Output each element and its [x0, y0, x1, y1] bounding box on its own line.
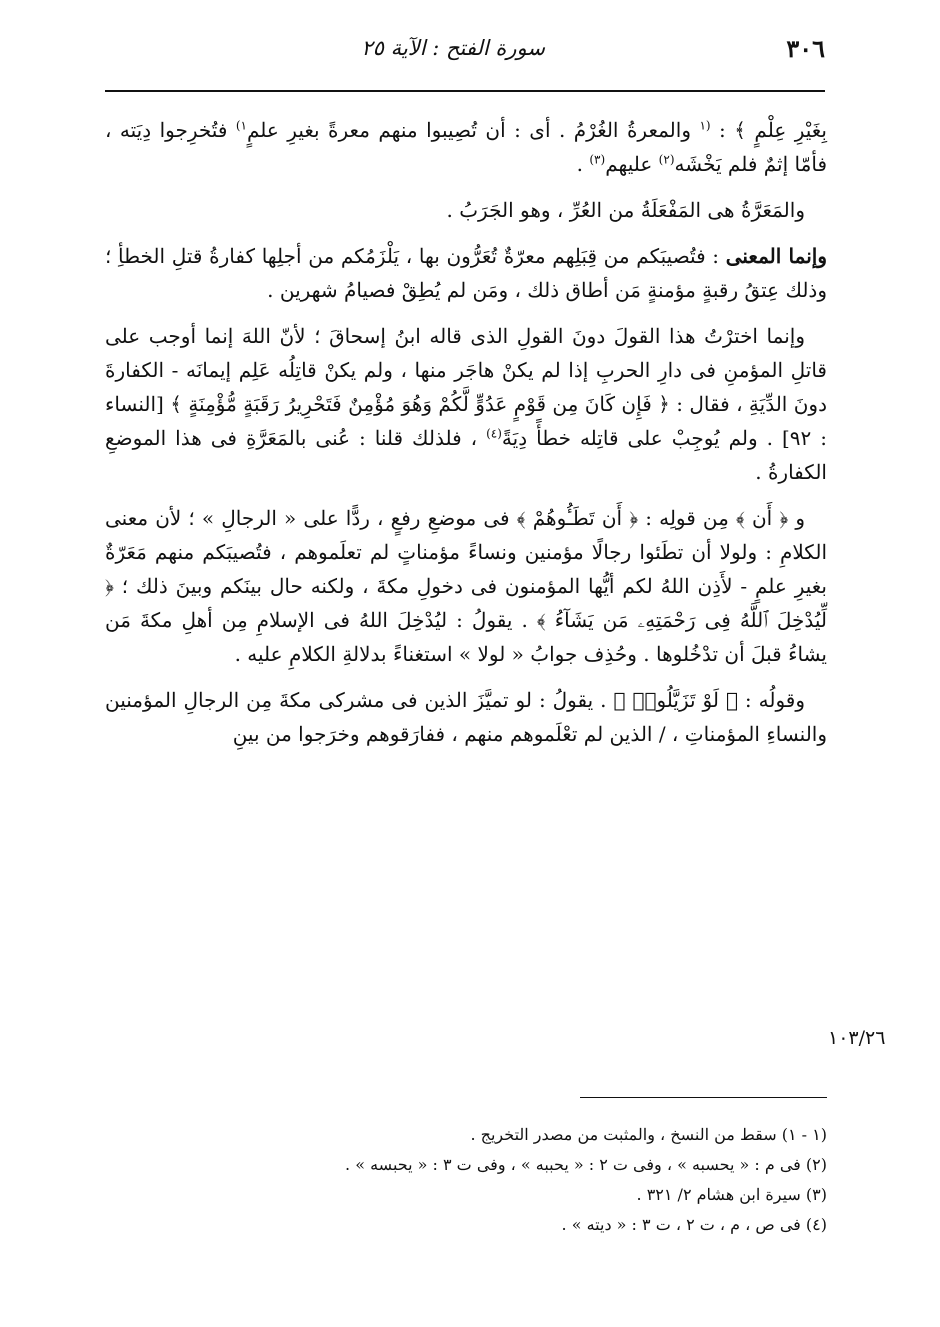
main-text [105, 113, 827, 763]
paragraph [105, 193, 827, 227]
paragraph-text: فتُخرِجوا دِيَته ، فأمّا إثمٌ فلم يَخْشَه [105, 118, 827, 176]
margin-reference: ١٠٣/٢٦ [828, 1027, 886, 1049]
paragraph-text: بِغَيْرِ عِلْمٍ ﴾ : [710, 118, 827, 142]
paragraph-text: : فتُصيبَكم من قِبَلِهم معرّةٌ تُعَرُّون بها ، يَلْزَمُكم من أجلِها كفارةُ قتلِ الخطأِ ؛ وذلك عِتقُ رقبةٍ مؤمنةٍ مَن أطاق ذلك ، ومَن لم يُطِقْ فصيامُ شهرين . [105, 244, 827, 302]
footnotes [105, 1120, 827, 1240]
page-header [105, 30, 825, 80]
paragraph-text: وقولُه : ﴿ لَوْ تَزَيَّلُوا۟ ﴾ . يقولُ : لو تميَّزَ الذين فى مشركى مكةَ مِن الرجالِ المؤمنين والنساءِ المؤمناتِ ، / الذين لم تعْلَموهم منهم ، ففارَقوهم وخرَجوا من بينِ [105, 688, 827, 746]
paragraph-text: والمعرةُ الغُرْمُ . أى : أن تُصِيبوا منهم معرةً بغيرِ علمٍ [246, 118, 700, 142]
paragraph [105, 239, 827, 307]
footnote: (١ - ١) سقط من النسخ ، والمثبت من مصدر التخريج . [470, 1125, 827, 1144]
footnote: (٣) سيرة ابن هشام ٢/ ٣٢١ . [636, 1185, 827, 1204]
paragraph-text: وإنما اخترْتُ هذا القولَ دونَ القولِ الذى قاله ابنُ إسحاقَ ؛ لأنّ اللهَ إنما أوجب على قاتلِ المؤمنِ فى دارِ الحربِ إذا لم يكنْ هاجَر منها ، ولم يكنْ قاتِلُه عَلِم إيمانَه - الكفارةَ دونَ الدِّيَةِ ، فقال : ﴿ فَإِن كَانَ مِن قَوْمٍ عَدُوٍّ لَّكُمْ وَهُوَ مُؤْمِنٌ فَتَحْرِيرُ رَقَبَةٍ مُّؤْمِنَةٍ ﴾ [النساء : ٩٢] . ولم يُوجِبْ على قاتِله خطأً دِيَةً [105, 324, 827, 450]
footnote-marker: ١) [235, 118, 247, 133]
paragraph-text: والمَعَرَّةُ هى المَفْعَلَةُ من العُرِّ ، وهو الجَرَبُ . [446, 198, 805, 222]
footnote-marker: (٤) [486, 426, 502, 441]
footnote-rule [580, 1097, 827, 1098]
paragraph-text: عليهم [605, 152, 659, 176]
footnote-marker: (٢) [658, 152, 675, 167]
header-rule [105, 90, 825, 92]
paragraph-lead-term: وإنما المعنى [725, 244, 827, 268]
paragraph [105, 319, 827, 489]
paragraph [105, 113, 827, 181]
paragraph [105, 501, 827, 671]
paragraph-text: . [576, 152, 590, 176]
footnote: (٢) فى م : « يحسبه » ، وفى ت ٢ : « يحببه » ، وفى ت ٣ : « يحبسه » . [345, 1155, 827, 1174]
paragraph-text: و ﴿ أَن ﴾ مِن قولِه : ﴿ أَن تَطَـُٔوهُمْ ﴾ فى موضعِ رفعٍ ، ردًّا على « الرجالِ » ؛ لأن معنى الكلامِ : ولولا أن تطَئوا رجالًا مؤمنين ونساءً مؤمناتٍ لم تعلَموهم ، فتُصيبَكم منهم مَعَرّةٌ بغيرِ علمٍ - لأَذِن اللهُ لكم أيُّها المؤمنون فى دخولِ مكةَ ، ولكنه حال بينَكم وبينَ ذلك ؛ ﴿ لِّيُدْخِلَ ٱللَّهُ فِى رَحْمَتِهِۦ مَن يَشَآءُ ﴾ . يقولُ : ليُدْخِلَ اللهُ فى الإسلامِ مِن أهلِ مكةَ مَن يشاءُ قبلَ أن تدْخُلوها . وحُذِف جوابُ « لولا » استغناءً بدلالةِ الكلامِ عليه . [105, 506, 827, 666]
footnote-marker: (١ [699, 118, 711, 133]
paragraph [105, 683, 827, 751]
paragraph-text: ، فلذلك قلنا : عُنى بالمَعَرَّةِ فى هذا الموضعِ الكفارةُ . [105, 426, 827, 484]
page-number: ٣٠٦ [786, 34, 825, 63]
footnote-marker: (٣) [589, 152, 606, 167]
running-title: سورة الفتح : الآية ٢٥ [361, 36, 545, 60]
footnote: (٤) فى ص ، م ، ت ٢ ، ت ٣ : « ديته » . [561, 1215, 827, 1234]
